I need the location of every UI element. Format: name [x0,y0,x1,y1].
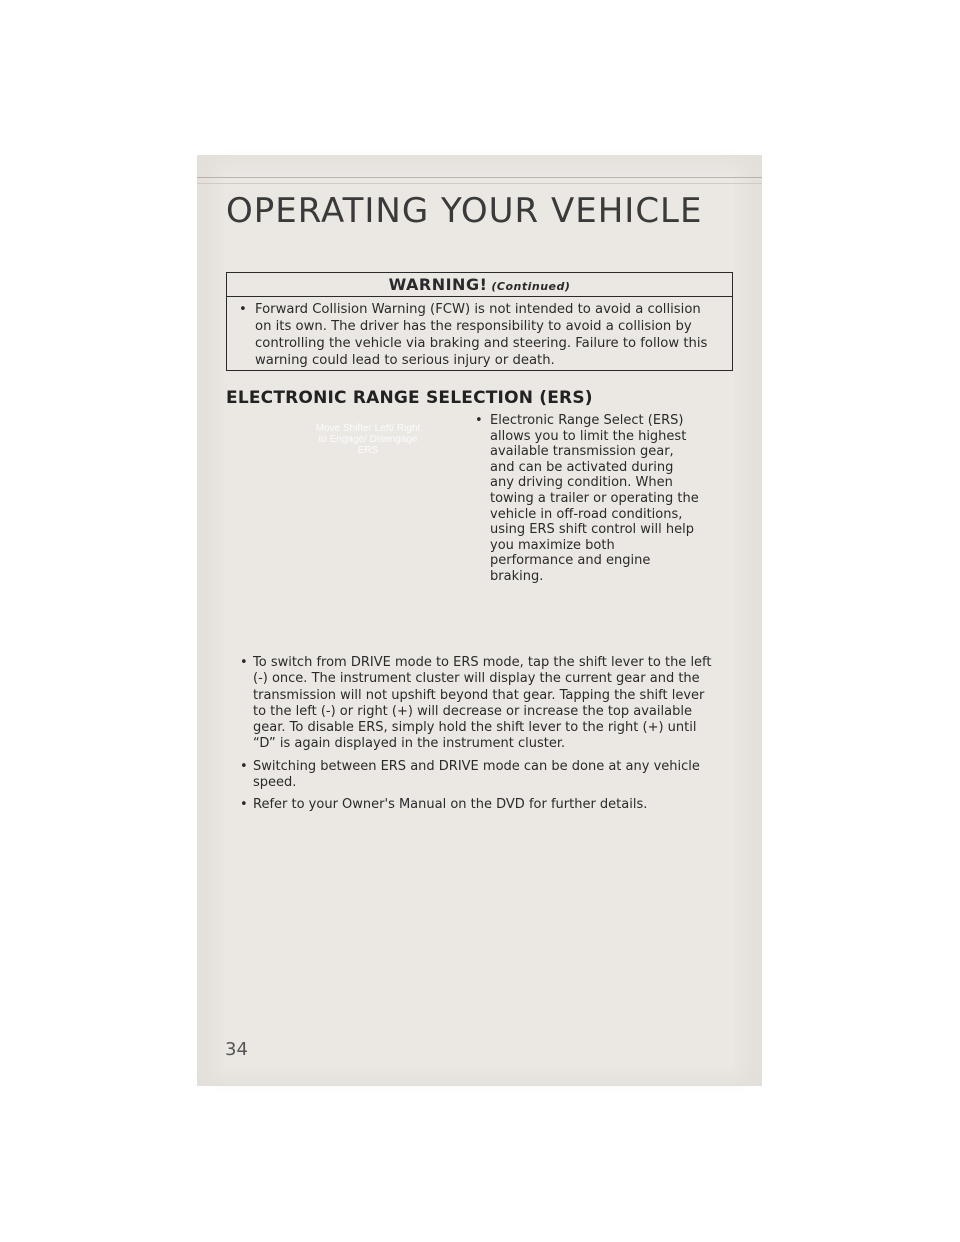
warning-box [226,272,733,371]
bullet-marker: • [240,797,248,813]
warning-list-item [239,301,720,369]
ers-image-callout: Move Shifter Left/ Right to Engage/ Disengage ERS [315,423,421,456]
bullet-marker: • [239,302,247,317]
section-title: OPERATING YOUR VEHICLE [226,191,703,231]
ers-side-item-text: Electronic Range Select (ERS) allows you to limit the highest available transmission gear, and can be activated during any driving condition. When towing a trailer or operating the vehicle in off-road conditions, using ERS shift control will help you maximize both performance and engine braking. [490,413,699,584]
bullet-marker: • [475,413,483,428]
warning-body [227,297,732,369]
bullet-marker: • [240,758,248,774]
warning-heading [227,273,732,297]
ers-side-text [475,413,700,585]
header-rule [197,177,762,178]
list-item [240,759,718,792]
warning-heading-label: WARNING! [388,275,488,294]
ers-side-list-item [475,413,700,585]
list-item [240,797,718,813]
ers-bullet-list [240,655,718,820]
bullet-marker: • [240,655,248,670]
list-item-text: To switch from DRIVE mode to ERS mode, tap the shift lever to the left (-) once. The instrument cluster will display the current gear and the transmission will not upshift beyond that gear. Tapping the shift lever to the left (-) or right (+) will decrease or increase the top available gear. To disable ERS, simply hold the shift lever to the right (+) until “D” is again displayed in the instrument cluster. [253,655,712,752]
warning-continued-label: (Continued) [491,280,571,293]
list-item [240,655,718,753]
ers-heading: ELECTRONIC RANGE SELECTION (ERS) [226,388,593,408]
page-number: 34 [225,1039,248,1060]
list-item-text: Refer to your Owner's Manual on the DVD for further details. [253,797,648,813]
list-item-text: Switching between ERS and DRIVE mode can be done at any vehicle speed. [253,758,700,791]
warning-item-text: Forward Collision Warning (FCW) is not intended to avoid a collision on its own. The driver has the responsibility to avoid a collision by controlling the vehicle via braking and steering. Failure to follow this warning could lead to serious injury or death. [255,302,708,368]
manual-page [197,155,762,1086]
header-rule-secondary [197,183,762,184]
